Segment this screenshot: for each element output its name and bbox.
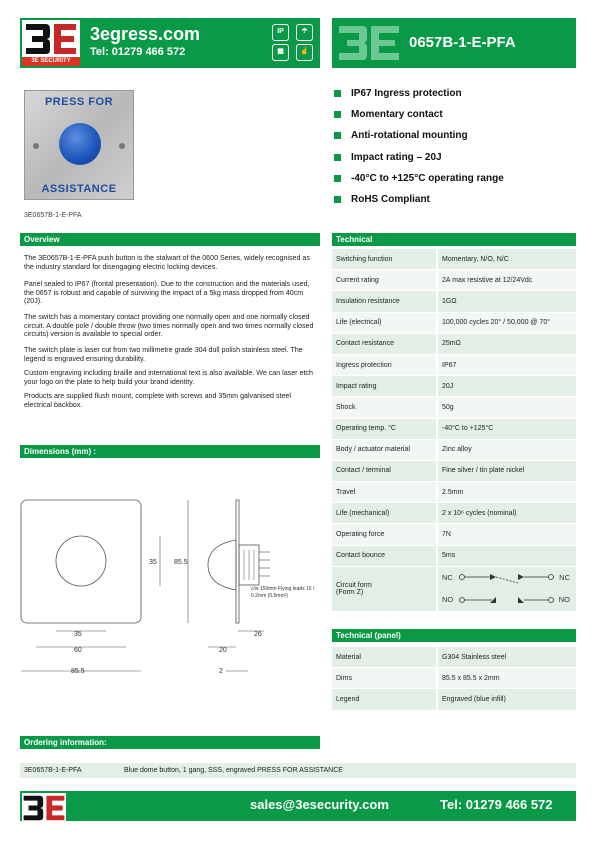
bullet-icon — [334, 154, 341, 161]
footer-email-link[interactable]: sales@3esecurity.com — [250, 797, 389, 812]
feature-item — [334, 171, 504, 185]
feature-text: IP67 Ingress protection — [351, 87, 462, 99]
spec-value: Momentary, N/O, N/C — [438, 249, 576, 270]
dim-label: 85.5 — [174, 559, 188, 566]
overview-paragraph: Panel sealed to IP67 (frontal presentation). Due to the construction and the materials used, the 0657 is robust and capable of surviving the impact of a 5kg mass dropped from 40cm (20J). — [24, 280, 310, 306]
spec-key: Current rating — [332, 270, 436, 291]
spec-key: Material — [332, 647, 436, 668]
spec-value: G304 Stainless steel — [438, 647, 576, 668]
plate-legend-bottom: ASSISTANCE — [41, 183, 117, 195]
company-logo — [22, 20, 80, 66]
dimensions-drawing — [18, 490, 318, 690]
weather-icon: ☂ — [296, 24, 313, 41]
table-row — [332, 503, 576, 524]
plate-legend-top: PRESS FOR — [44, 96, 114, 108]
spec-key: Operating force — [332, 524, 436, 545]
circuit-label-line1: Circuit form — [336, 581, 372, 589]
screw-left — [33, 143, 39, 149]
spec-key: Switching function — [332, 249, 436, 270]
no-right: NO — [558, 594, 570, 604]
spec-key: Contact resistance — [332, 334, 436, 355]
spec-value: 5ms — [438, 546, 576, 567]
spec-key: Shock — [332, 397, 436, 418]
spec-key: Contact / terminal — [332, 461, 436, 482]
overview-paragraph: The 3E0657B-1-E-PFA push button is the stalwart of the 0600 Series, widely recognised as the industry standard for disengaging electric locking devices. — [24, 254, 310, 271]
spec-value: 2 x 10⁶ cycles (nominal) — [438, 503, 576, 524]
technical-header: Technical — [332, 233, 576, 246]
dim-label: 2 — [219, 668, 223, 675]
overview-paragraph: Products are supplied flush mount, complete with screws and 35mm galvanised steel electrical backbox. — [24, 392, 291, 409]
feature-text: Anti-rotational mounting — [351, 129, 468, 141]
table-row — [332, 270, 576, 291]
circuit-label-line2: (Form Z) — [336, 588, 364, 596]
spec-key: Travel — [332, 482, 436, 503]
spec-value: 20J — [438, 376, 576, 397]
bullet-icon — [334, 111, 341, 118]
circuit-diagram — [438, 567, 576, 611]
dim-label: 20 — [219, 647, 227, 654]
no-left: NO — [442, 594, 454, 604]
spec-key: Life (electrical) — [332, 313, 436, 334]
table-row — [332, 419, 576, 440]
overview-paragraph: Custom engraving including braille and international text is also available. We can laser etch your logo on the plate to help build your brand identity. — [24, 369, 313, 386]
feature-text: RoHS Compliant — [351, 193, 430, 205]
overview-header: Overview — [20, 233, 320, 246]
spec-key: Body / actuator material — [332, 440, 436, 461]
ip67-icon: IP — [272, 24, 289, 41]
3e-logo-icon — [22, 793, 66, 823]
feature-text: Impact rating – 20J — [351, 151, 442, 163]
feature-item — [334, 107, 443, 121]
table-row — [332, 291, 576, 312]
ordering-header: Ordering information: — [20, 736, 320, 749]
spec-key: Contact bounce — [332, 546, 436, 567]
feature-item — [334, 192, 430, 206]
spec-value: 1GΩ — [438, 291, 576, 312]
ordering-row — [20, 763, 576, 778]
feature-item — [334, 128, 468, 142]
product-code: 0657B-1-E-PFA — [409, 34, 516, 51]
spec-value: Fine silver / tin plate nickel — [438, 461, 576, 482]
table-row — [332, 482, 576, 503]
table-row — [332, 546, 576, 567]
spec-value: 2.5mm — [438, 482, 576, 503]
dim-label: 35 — [149, 559, 157, 566]
table-row — [332, 376, 576, 397]
logo-subtitle: 3E SECURITY — [22, 57, 80, 66]
technical-table — [332, 249, 576, 611]
table-row — [332, 524, 576, 545]
bullet-icon — [334, 90, 341, 97]
footer-logo — [22, 793, 66, 823]
table-row — [332, 689, 576, 710]
dim-label: 85.5 — [71, 668, 85, 675]
switch-contacts-icon — [456, 571, 556, 607]
table-row — [332, 334, 576, 355]
table-row — [332, 668, 576, 689]
product-image — [24, 90, 134, 200]
spec-value: 50g — [438, 397, 576, 418]
dimensions-header: Dimensions (mm) : — [20, 445, 320, 458]
table-row — [332, 397, 576, 418]
3e-logo-icon — [24, 21, 78, 57]
table-row — [332, 313, 576, 334]
table-row — [332, 440, 576, 461]
circuit-label — [332, 567, 436, 611]
website-title[interactable]: 3egress.com — [90, 24, 201, 44]
feature-text: Momentary contact — [351, 108, 443, 120]
table-row — [332, 461, 576, 482]
feature-item — [334, 150, 442, 164]
dim-label: 60 — [74, 647, 82, 654]
dim-label: 26 — [254, 631, 262, 638]
spec-value: 100,000 cycles 20° / 50,000 @ 70° — [438, 313, 576, 334]
nc-right: NC — [559, 572, 570, 582]
bullet-icon — [334, 196, 341, 203]
spec-value: IP67 — [438, 355, 576, 376]
header-telephone: Tel: 01279 466 572 — [90, 46, 186, 58]
technical-panel-header: Technical (panel) — [332, 629, 576, 642]
leads-note: c/w 150mm Flying leads 16 / 0.2mm (0.5mm²) — [251, 586, 315, 599]
feature-item — [334, 86, 462, 100]
spec-value: 7N — [438, 524, 576, 545]
spec-key: Operating temp. °C — [332, 419, 436, 440]
blue-dome-button — [59, 123, 101, 165]
technical-panel-table — [332, 647, 576, 711]
spec-value: 85.5 x 85.5 x 2mm — [438, 668, 576, 689]
3e-watermark-icon — [335, 22, 403, 64]
circuit-row — [332, 567, 576, 611]
screw-right — [119, 143, 125, 149]
spec-value: Zinc alloy — [438, 440, 576, 461]
image-caption: 3E0657B-1-E-PFA — [24, 212, 82, 219]
feature-text: -40°C to +125°C operating range — [351, 172, 504, 184]
spec-key: Legend — [332, 689, 436, 710]
order-description: Blue dome button, 1 gang, SSS, engraved PRESS FOR ASSISTANCE — [124, 767, 343, 774]
bullet-icon — [334, 132, 341, 139]
dim-label: 35 — [74, 631, 82, 638]
spec-key: Dims — [332, 668, 436, 689]
stainless-icon: ▦ — [272, 44, 289, 61]
nc-left: NC — [442, 572, 453, 582]
touch-icon: ☝ — [296, 44, 313, 61]
spec-key: Insulation resistance — [332, 291, 436, 312]
spec-value: -40°C to +125°C — [438, 419, 576, 440]
spec-key: Impact rating — [332, 376, 436, 397]
table-row — [332, 249, 576, 270]
spec-key: Life (mechanical) — [332, 503, 436, 524]
overview-paragraph: The switch plate is laser cut from two millimetre grade 304 dull polish stainless steel. The legend is engraved ensuring durability. — [24, 346, 303, 363]
table-row — [332, 355, 576, 376]
spec-value: Engraved (blue infill) — [438, 689, 576, 710]
spec-key: Ingress protection — [332, 355, 436, 376]
spec-value: 2A max resistive at 12/24Vdc — [438, 270, 576, 291]
table-row — [332, 647, 576, 668]
order-code: 3E0657B-1-E-PFA — [24, 767, 82, 774]
overview-paragraph: The switch has a momentary contact providing one normally open and one normally closed circuit. A double pole / double throw (two times normally open and two times normally closed circuits) version is available to special order. — [24, 313, 314, 339]
footer-telephone: Tel: 01279 466 572 — [440, 797, 553, 812]
spec-value: 25mΩ — [438, 334, 576, 355]
bullet-icon — [334, 175, 341, 182]
